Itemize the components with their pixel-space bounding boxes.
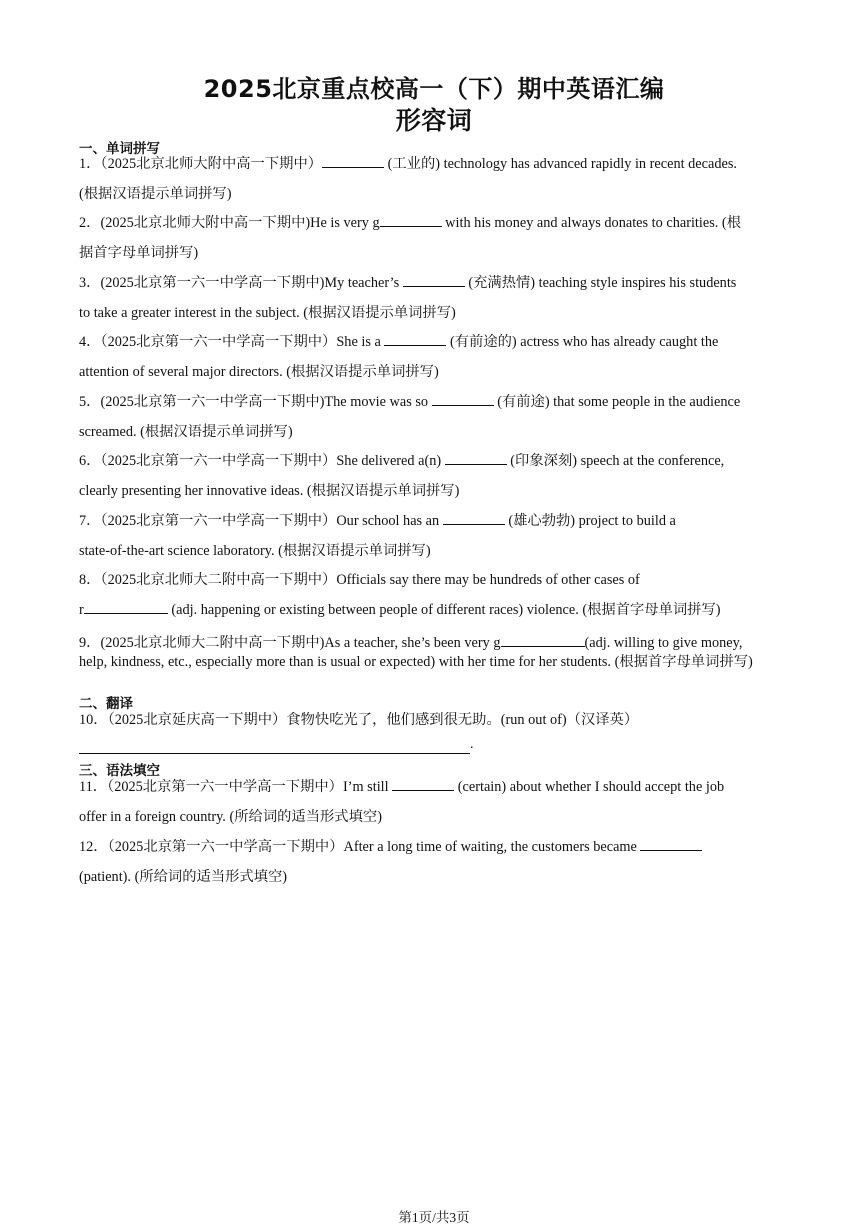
question-1-line-1: 1．（2025北京北师大附中高一下期中） (工业的) technology has advanced rapidly in recent decades.: [79, 156, 737, 172]
question-1-line-2: (根据汉语提示单词拼写): [79, 185, 232, 202]
section-heading-translation: 二、翻译: [79, 696, 133, 712]
answer-blank: [322, 154, 384, 168]
question-8-line-1: 8．（2025北京北师大二附中高一下期中）Officials say there may be hundreds of other cases of: [79, 572, 640, 588]
question-3: [79, 269, 793, 328]
question-5-line-1: 5．(2025北京第一六一中学高一下期中)The movie was so (有前途) that some people in the audience: [79, 394, 741, 410]
answer-blank: [392, 777, 454, 791]
answer-blank: [403, 273, 465, 287]
document-subtitle: 形容词: [395, 106, 473, 135]
section-heading-grammar: 三、语法填空: [79, 763, 160, 779]
question-8-line-2: r (adj. happening or existing between people of different races) violence. (根据首字母单词拼写): [79, 601, 721, 618]
question-4-line-2: attention of several major directors. (根据汉语提示单词拼写): [79, 363, 439, 380]
question-6: [79, 447, 793, 506]
question-4-line-1: 4．（2025北京第一六一中学高一下期中）She is a (有前途的) actress who has already caught the: [79, 334, 719, 350]
question-8: [79, 566, 793, 625]
question-2: [79, 209, 793, 268]
answer-blank: [501, 633, 585, 647]
question-7: [79, 507, 793, 566]
question-7-line-1: 7．（2025北京第一六一中学高一下期中）Our school has an (雄心勃勃) project to build a: [79, 513, 676, 529]
question-7-line-2: state-of-the-art science laboratory. (根据汉语提示单词拼写): [79, 542, 431, 559]
answer-blank: [384, 332, 446, 346]
answer-blank: [445, 451, 507, 465]
question-2-line-1: 2．(2025北京北师大附中高一下期中)He is very g with his money and always donates to charities. (根: [79, 215, 741, 231]
question-3-line-1: 3．(2025北京第一六一中学高一下期中)My teacher’s (充满热情) teaching style inspires his students: [79, 275, 737, 291]
document-title: 2025北京重点校高一（下）期中英语汇编: [203, 75, 665, 103]
question-12-line-1: 12．（2025北京第一六一中学高一下期中）After a long time of waiting, the customers became: [79, 833, 793, 863]
page-number: 第1页/共3页: [398, 1210, 470, 1225]
answer-blank: [640, 837, 702, 851]
question-9-line-1: 9．(2025北京北师大二附中高一下期中)As a teacher, she’s been very g (adj. willing to give money,: [79, 635, 743, 651]
question-5-line-2: screamed. (根据汉语提示单词拼写): [79, 423, 293, 440]
question-11-line-1: 11．（2025北京第一六一中学高一下期中）I’m still (certain) about whether I should accept the job: [79, 779, 725, 795]
translation-period: .: [470, 737, 474, 752]
question-6-line-1: 6．（2025北京第一六一中学高一下期中）She delivered a(n) (印象深刻) speech at the conference,: [79, 453, 725, 469]
answer-blank: [432, 392, 494, 406]
question-9-line-2: help, kindness, etc., especially more than is usual or expected) with her time for her students. (根据首字母单词拼写): [79, 654, 753, 670]
question-3-line-2: to take a greater interest in the subject. (根据汉语提示单词拼写): [79, 304, 456, 321]
question-11-line-2: offer in a foreign country. (所给词的适当形式填空): [79, 808, 382, 825]
answer-blank: [443, 511, 505, 525]
section-heading-spelling: 一、单词拼写: [79, 141, 160, 157]
question-12: [79, 833, 793, 892]
question-1: [79, 150, 793, 209]
question-4: [79, 328, 793, 387]
question-5: [79, 388, 793, 447]
question-11: [79, 773, 793, 832]
answer-blank: [84, 600, 168, 614]
question-9: [79, 633, 793, 672]
translation-answer-line: [79, 752, 470, 754]
question-10-line-1: 10．（2025北京延庆高一下期中）食物快吃光了，他们感到很无助。(run out of)（汉译英）: [79, 712, 639, 728]
question-6-line-2: clearly presenting her innovative ideas. (根据汉语提示单词拼写): [79, 482, 460, 499]
question-12-line-2: (patient). (所给词的适当形式填空): [79, 868, 288, 885]
question-2-line-2: 据首字母单词拼写): [79, 244, 199, 261]
question-10: [79, 706, 793, 736]
answer-blank: [380, 213, 442, 227]
